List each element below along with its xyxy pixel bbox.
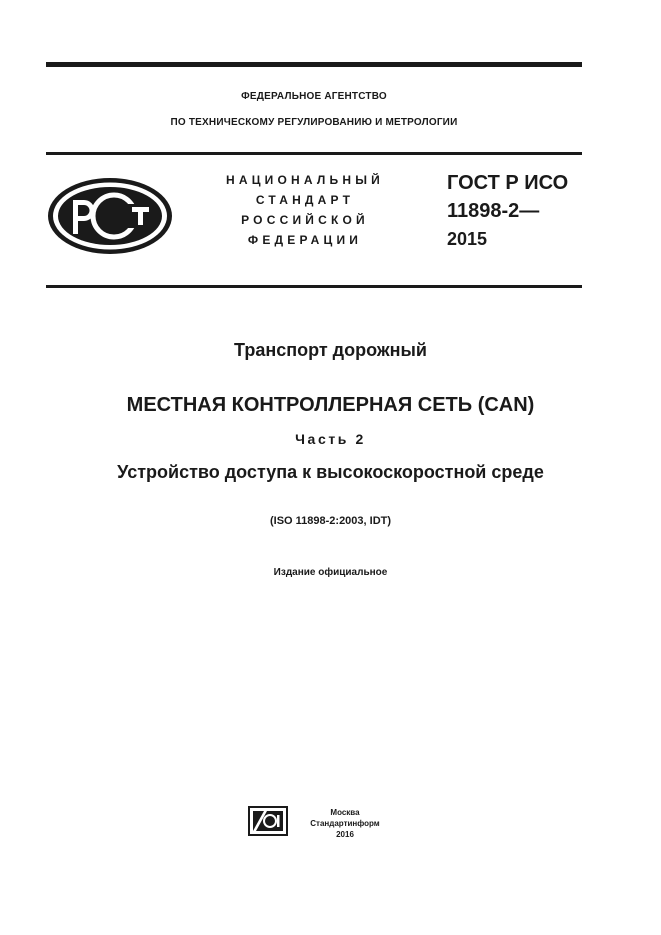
top-divider bbox=[46, 62, 582, 67]
iso-reference: (ISO 11898-2:2003, IDT) bbox=[269, 515, 392, 527]
standard-block-divider bbox=[46, 285, 582, 288]
publication-year: 2016 bbox=[336, 830, 354, 839]
standard-line-3: РОССИЙСКОЙ bbox=[241, 213, 369, 227]
standard-line-1: НАЦИОНАЛЬНЫЙ bbox=[225, 173, 385, 187]
official-edition: Издание официальное bbox=[273, 567, 388, 578]
gost-designation-year: 2015 bbox=[447, 229, 488, 249]
agency-name-line1: ФЕДЕРАЛЬНОЕ АГЕНТСТВО bbox=[241, 91, 387, 102]
document-subtitle: Устройство доступа к высокоскоростной среде bbox=[117, 462, 544, 482]
document-category: Транспорт дорожный bbox=[234, 340, 427, 360]
standartinform-logo-icon bbox=[248, 806, 288, 841]
document-part: Часть 2 bbox=[295, 431, 366, 447]
agency-name-line2: ПО ТЕХНИЧЕСКОМУ РЕГУЛИРОВАНИЮ И МЕТРОЛОГИИ bbox=[170, 117, 458, 128]
standard-line-4: ФЕДЕРАЦИИ bbox=[247, 233, 363, 247]
header-divider bbox=[46, 152, 582, 155]
gost-designation-line2: 11898-2— bbox=[447, 200, 540, 222]
publisher-name: Стандартинформ bbox=[310, 819, 380, 828]
publisher-city: Москва bbox=[330, 808, 360, 817]
rst-logo-icon bbox=[46, 176, 174, 261]
gost-designation-line1: ГОСТ Р ИСО bbox=[447, 172, 569, 194]
document-title: МЕСТНАЯ КОНТРОЛЛЕРНАЯ СЕТЬ (CAN) bbox=[126, 394, 535, 416]
standard-line-2: СТАНДАРТ bbox=[255, 193, 355, 207]
